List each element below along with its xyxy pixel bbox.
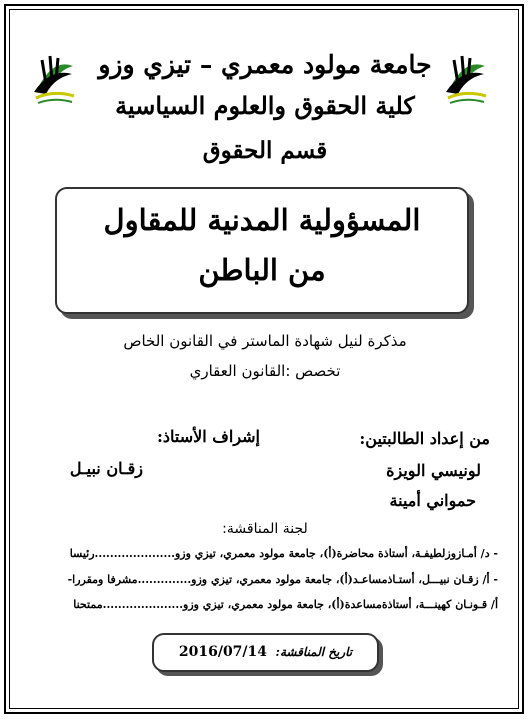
memo-description: مذكرة لنيل شهادة الماستر في القانون الخاص [123, 332, 407, 350]
student-name: لونيسي الويزة [386, 461, 481, 480]
committee-title: لجنة المناقشة: [222, 521, 308, 537]
thesis-title-line-1: المسؤولية المدنية للمقاول [103, 203, 421, 237]
thesis-title-box [55, 187, 469, 314]
supervisor-name: زقـان نبيـل [69, 459, 143, 478]
defense-date-label: تاريخ المناقشة: [275, 645, 353, 659]
committee-member: - د/ أمـازوزلطيفـة، أستاذة محاضرة(أ)، جامعة مولود معمري، تيزي وزو.....................رئيسا [69, 547, 498, 560]
department-name: قسم الحقوق [202, 137, 328, 164]
defense-date-box [152, 633, 379, 672]
university-name: جامعة مولود معمري – تيزي وزو [98, 50, 432, 79]
supervisor-label: إشراف الأستاذ: [157, 427, 260, 446]
student-name: حمواني أمينة [389, 491, 476, 510]
defense-date-value: 2016/07/14 [178, 644, 268, 660]
committee-member: - أ/ زقـان نبيـــل، أستـاذمساعـد(أ)، جامعة مولود معمري، تيزي وزو..............مشرفا ومقررا- [67, 573, 498, 586]
prepared-by-label: من إعداد الطالبتين: [359, 429, 490, 448]
thesis-title-line-2: من الباطن [198, 253, 326, 287]
faculty-name: كلية الحقوق والعلوم السياسية [115, 91, 415, 120]
defense-date [154, 644, 377, 660]
specialty: تخصص :القانون العقاري [189, 362, 341, 380]
committee-member: أ/ قـونـان كهينـــة، أستاذةمساعدة(أ)، جامعة مولود معمري، تيزي وزو.....................ممتحنا [73, 598, 498, 611]
